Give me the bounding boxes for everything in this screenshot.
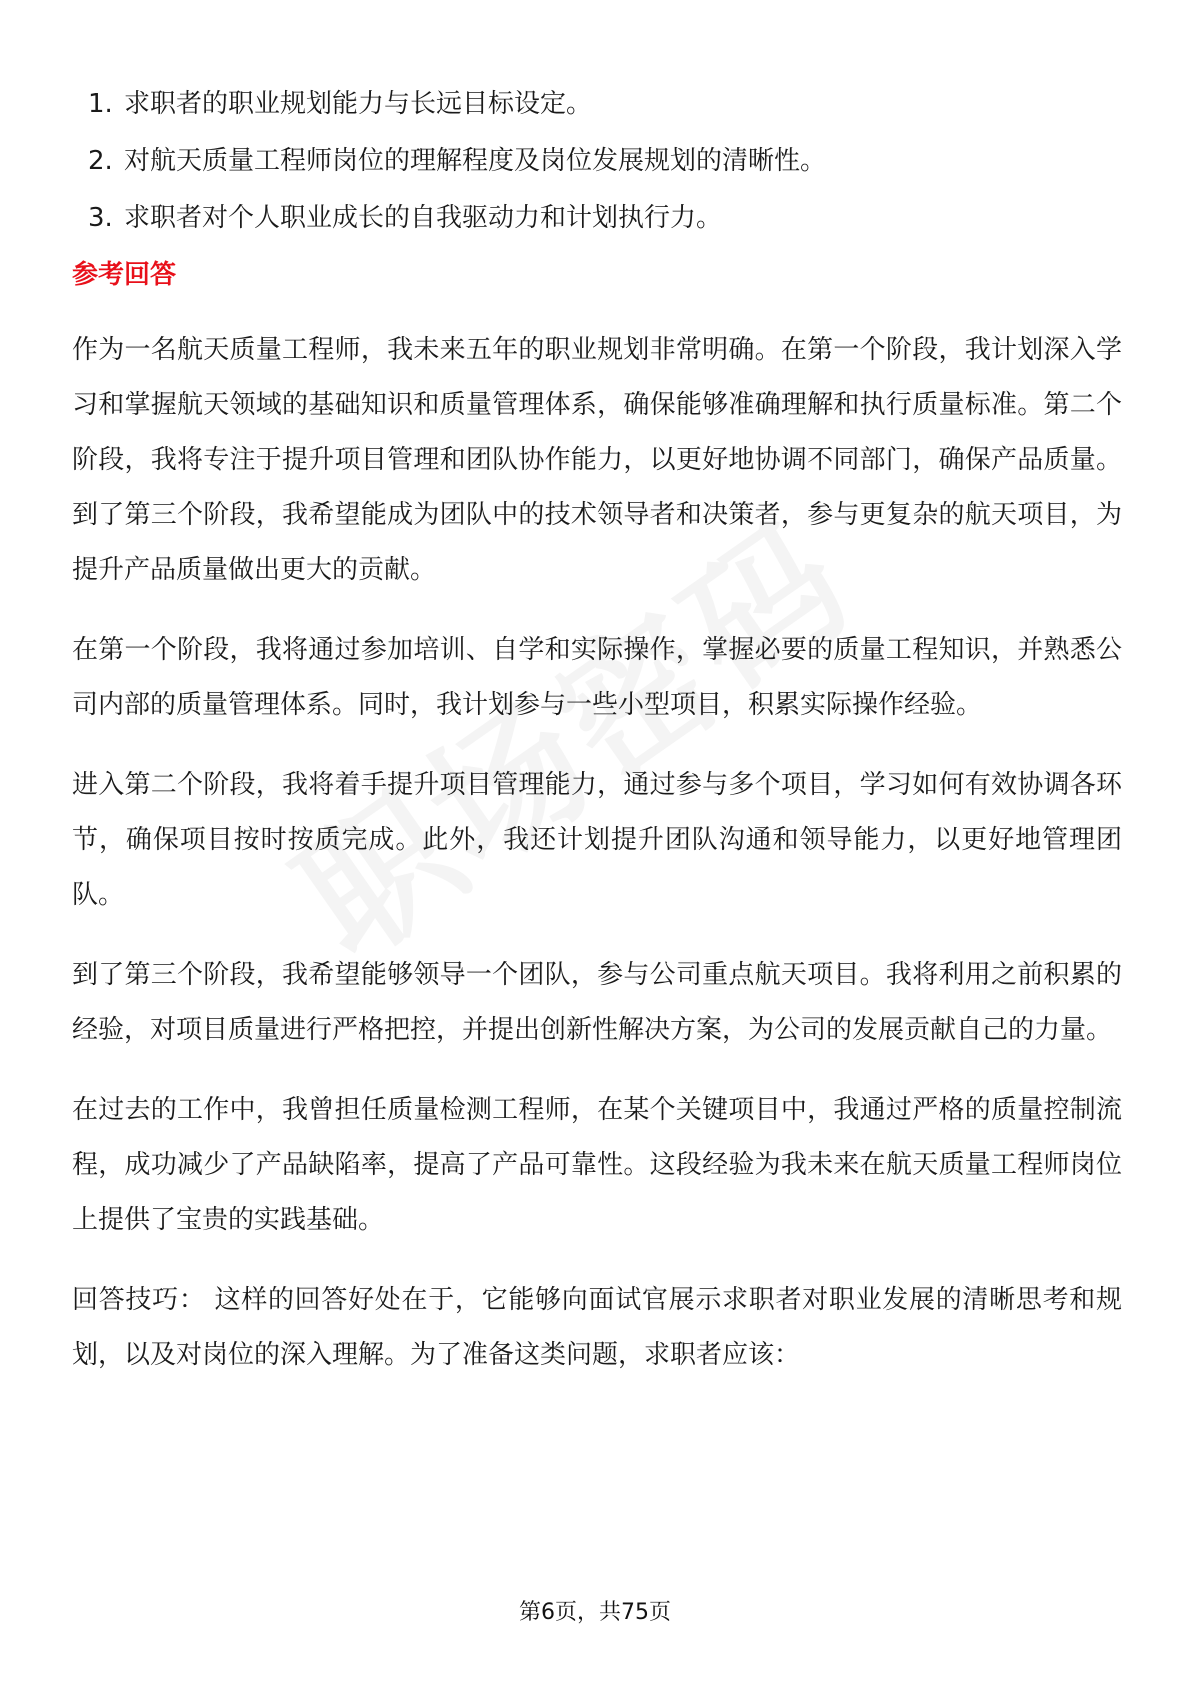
section-title-reference-answer: 参考回答 (72, 260, 177, 290)
criteria-item (72, 86, 1122, 122)
criteria-text: 对航天质量工程师岗位的理解程度及岗位发展规划的清晰性。 (124, 146, 827, 176)
list-number: 1. (88, 89, 113, 119)
criteria-item (72, 143, 1122, 179)
criteria-item (72, 200, 1122, 236)
answer-paragraph: 在第一个阶段，我将通过参加培训、自学和实际操作，掌握必要的质量工程知识，并熟悉公司内部的质量管理体系。同时，我计划参与一些小型项目，积累实际操作经验。 (72, 635, 1122, 720)
list-number: 2. (88, 146, 113, 176)
evaluation-criteria-list (72, 86, 1122, 236)
answer-paragraph: 到了第三个阶段，我希望能够领导一个团队，参与公司重点航天项目。我将利用之前积累的经验，对项目质量进行严格把控，并提出创新性解决方案，为公司的发展贡献自己的力量。 (72, 960, 1122, 1045)
page-number-footer: 第6页，共75页 (519, 1600, 671, 1625)
answer-tips-paragraph: 回答技巧： 这样的回答好处在于，它能够向面试官展示求职者对职业发展的清晰思考和规划，以及对岗位的深入理解。为了准备这类问题，求职者应该： (72, 1285, 1122, 1370)
answer-paragraph: 在过去的工作中，我曾担任质量检测工程师，在某个关键项目中，我通过严格的质量控制流程，成功减少了产品缺陷率，提高了产品可靠性。这段经验为我未来在航天质量工程师岗位上提供了宝贵的实践基础。 (72, 1095, 1122, 1235)
criteria-text: 求职者的职业规划能力与长远目标设定。 (124, 89, 593, 119)
answer-paragraph: 作为一名航天质量工程师，我未来五年的职业规划非常明确。在第一个阶段，我计划深入学习和掌握航天领域的基础知识和质量管理体系，确保能够准确理解和执行质量标准。第二个阶段，我将专注于提升项目管理和团队协作能力，以更好地协调不同部门，确保产品质量。到了第三个阶段，我希望能成为团队中的技术领导者和决策者，参与更复杂的航天项目，为提升产品质量做出更大的贡献。 (72, 335, 1122, 585)
answer-paragraph: 进入第二个阶段，我将着手提升项目管理能力，通过参与多个项目，学习如何有效协调各环节，确保项目按时按质完成。此外，我还计划提升团队沟通和领导能力，以更好地管理团队。 (72, 770, 1122, 910)
page-content (72, 86, 1122, 1408)
list-number: 3. (88, 203, 113, 233)
criteria-text: 求职者对个人职业成长的自我驱动力和计划执行力。 (124, 203, 723, 233)
